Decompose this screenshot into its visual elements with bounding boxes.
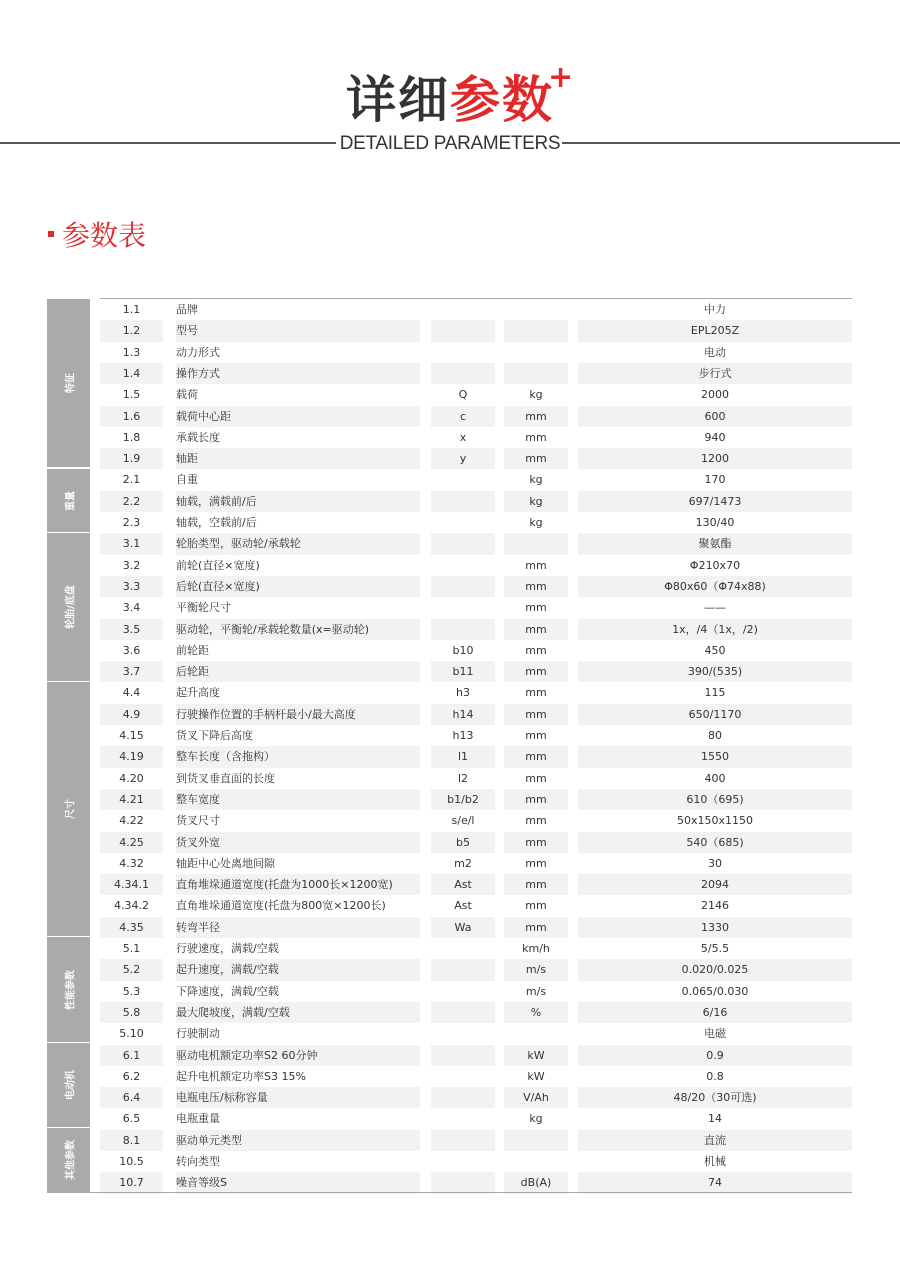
param-name: 货叉尺寸 bbox=[176, 814, 220, 828]
param-unit bbox=[504, 1151, 568, 1172]
param-unit: m/s bbox=[504, 959, 568, 980]
table-row bbox=[100, 746, 852, 767]
param-name: 下降速度，满载/空载 bbox=[176, 984, 279, 998]
page-subtitle: DETAILED PARAMETERS bbox=[339, 133, 561, 154]
category-label: 特征 bbox=[65, 373, 76, 393]
param-name: 行驶速度，满载/空载 bbox=[176, 942, 279, 955]
table-row bbox=[100, 725, 852, 746]
table-row bbox=[100, 1172, 852, 1193]
param-name: 驱动单元类型 bbox=[176, 1130, 420, 1151]
table-row bbox=[100, 682, 852, 703]
param-unit: mm bbox=[525, 430, 547, 444]
param-number: 3.6 bbox=[122, 643, 141, 657]
category-motor bbox=[47, 1043, 90, 1127]
param-symbol bbox=[431, 469, 495, 490]
category-label: 轮胎/底盘 bbox=[65, 585, 76, 629]
param-unit: mm bbox=[525, 558, 547, 572]
table-row bbox=[100, 384, 852, 405]
param-value: 0.8 bbox=[706, 1069, 724, 1083]
param-unit: mm bbox=[504, 917, 568, 938]
table-row bbox=[100, 938, 852, 959]
param-name: 电瓶电压/标称容量 bbox=[176, 1087, 420, 1108]
param-value: 聚氨酯 bbox=[578, 533, 852, 554]
param-symbol bbox=[431, 1045, 495, 1066]
table-row bbox=[100, 576, 852, 597]
param-value: 1200 bbox=[578, 448, 852, 469]
category-label: 尺寸 bbox=[65, 799, 76, 819]
param-name: 前轮(直径×宽度) bbox=[176, 558, 260, 572]
param-unit: mm bbox=[504, 661, 568, 682]
table-row bbox=[100, 320, 852, 341]
param-symbol bbox=[431, 1066, 495, 1087]
param-name: 最大爬坡度，满载/空载 bbox=[176, 1002, 420, 1023]
param-number: 4.34.2 bbox=[114, 899, 149, 913]
table-row bbox=[100, 533, 852, 554]
param-symbol: Ast bbox=[454, 899, 472, 913]
category-weight bbox=[47, 469, 90, 532]
param-name: 轮胎类型，驱动轮/承载轮 bbox=[176, 533, 420, 554]
param-symbol bbox=[431, 938, 495, 959]
param-number: 3.1 bbox=[100, 533, 163, 554]
param-value: 2000 bbox=[701, 388, 729, 402]
param-symbol: b5 bbox=[431, 832, 495, 853]
param-symbol: h13 bbox=[452, 729, 474, 742]
param-symbol bbox=[431, 299, 495, 320]
category-features bbox=[47, 299, 90, 467]
table-row bbox=[100, 704, 852, 725]
param-number: 2.2 bbox=[100, 491, 163, 512]
param-value: 50x150x1150 bbox=[676, 814, 753, 828]
param-value: 电动 bbox=[704, 345, 726, 359]
param-unit bbox=[504, 342, 568, 363]
param-number: 5.8 bbox=[100, 1002, 163, 1023]
param-name: 起升电机额定功率S3 15% bbox=[176, 1069, 306, 1083]
param-value: 650/1170 bbox=[578, 704, 852, 725]
table-row bbox=[100, 1002, 852, 1023]
param-number: 5.10 bbox=[119, 1027, 144, 1041]
param-symbol: b11 bbox=[431, 661, 495, 682]
param-value: 1x，/4（1x，/2) bbox=[578, 619, 852, 640]
table-row bbox=[100, 981, 852, 1002]
param-unit: mm bbox=[525, 601, 547, 615]
param-symbol: x bbox=[459, 430, 467, 444]
param-name: 载荷 bbox=[176, 388, 198, 402]
section-title: 参数表 bbox=[62, 219, 147, 252]
param-unit: mm bbox=[504, 874, 568, 895]
param-symbol: h3 bbox=[456, 686, 470, 700]
table-row bbox=[100, 406, 852, 427]
param-symbol bbox=[431, 1108, 495, 1129]
param-value: 115 bbox=[704, 686, 726, 700]
param-value: 0.065/0.030 bbox=[681, 984, 749, 998]
param-unit: mm bbox=[504, 619, 568, 640]
table-row bbox=[100, 832, 852, 853]
param-unit: kg bbox=[529, 1112, 543, 1126]
param-name: 型号 bbox=[176, 320, 420, 341]
param-number: 1.4 bbox=[100, 363, 163, 384]
param-value: 电磁 bbox=[704, 1027, 726, 1041]
param-number: 4.35 bbox=[100, 917, 163, 938]
param-name: 到货叉垂直面的长度 bbox=[176, 771, 275, 785]
param-unit: mm bbox=[525, 899, 547, 913]
param-name: 平衡轮尺寸 bbox=[176, 601, 231, 615]
param-name: 载荷中心距 bbox=[176, 406, 420, 427]
param-name: 轴距 bbox=[176, 448, 420, 469]
param-symbol bbox=[431, 1087, 495, 1108]
param-value: 步行式 bbox=[578, 363, 852, 384]
param-name: 货叉下降后高度 bbox=[176, 729, 253, 742]
table-row bbox=[100, 491, 852, 512]
param-value: 14 bbox=[708, 1112, 722, 1126]
param-number: 5.1 bbox=[122, 942, 141, 955]
page-title-dark: 详细 bbox=[346, 71, 450, 129]
param-unit bbox=[504, 1130, 568, 1151]
param-unit: mm bbox=[504, 406, 568, 427]
param-value: 80 bbox=[708, 729, 722, 742]
param-number: 8.1 bbox=[100, 1130, 163, 1151]
param-symbol bbox=[431, 619, 495, 640]
param-name: 直角堆垛通道宽度(托盘为1000长×1200宽) bbox=[176, 874, 420, 895]
param-value: 400 bbox=[704, 771, 726, 785]
page-title bbox=[0, 60, 900, 132]
param-number: 6.4 bbox=[100, 1087, 163, 1108]
param-name: 动力形式 bbox=[176, 345, 220, 359]
param-unit: mm bbox=[504, 576, 568, 597]
param-number: 3.7 bbox=[100, 661, 163, 682]
param-value: 540（685) bbox=[578, 832, 852, 853]
param-number: 5.3 bbox=[122, 984, 141, 998]
param-number: 4.4 bbox=[122, 686, 141, 700]
param-name: 噪音等级S bbox=[176, 1172, 420, 1193]
param-number: 4.22 bbox=[119, 814, 144, 828]
param-name: 品牌 bbox=[176, 303, 198, 316]
category-label: 性能参数 bbox=[65, 969, 76, 1010]
param-unit: mm bbox=[525, 771, 547, 785]
param-symbol: c bbox=[431, 406, 495, 427]
category-tyres-chassis bbox=[47, 533, 90, 681]
param-unit: dB(A) bbox=[504, 1172, 568, 1193]
param-unit: mm bbox=[525, 686, 547, 700]
table-row bbox=[100, 640, 852, 661]
param-value: 直流 bbox=[578, 1130, 852, 1151]
param-name: 货叉外宽 bbox=[176, 832, 420, 853]
param-value: 0.020/0.025 bbox=[578, 959, 852, 980]
param-unit: kg bbox=[529, 473, 543, 487]
table-row bbox=[100, 874, 852, 895]
param-name: 起升高度 bbox=[176, 686, 220, 700]
param-name: 操作方式 bbox=[176, 363, 420, 384]
param-symbol bbox=[431, 491, 495, 512]
table-row bbox=[100, 1108, 852, 1129]
param-number: 6.5 bbox=[122, 1112, 141, 1126]
param-unit: kg bbox=[504, 491, 568, 512]
param-symbol bbox=[431, 342, 495, 363]
param-value: 2094 bbox=[578, 874, 852, 895]
table-bottom-border bbox=[47, 1192, 852, 1193]
table-row bbox=[100, 597, 852, 618]
category-label: 其他参数 bbox=[65, 1140, 76, 1180]
param-unit: km/h bbox=[522, 942, 550, 955]
param-unit: mm bbox=[525, 729, 547, 742]
param-unit: m/s bbox=[525, 984, 547, 998]
param-value: 170 bbox=[704, 473, 726, 487]
param-number: 4.9 bbox=[100, 704, 163, 725]
table-row bbox=[100, 959, 852, 980]
param-symbol: Ast bbox=[431, 874, 495, 895]
param-symbol bbox=[431, 512, 495, 533]
param-name: 驱动轮，平衡轮/承载轮数量(x=驱动轮) bbox=[176, 619, 420, 640]
param-unit: mm bbox=[504, 448, 568, 469]
param-name: 轴载，满载前/后 bbox=[176, 491, 420, 512]
param-number: 1.9 bbox=[100, 448, 163, 469]
param-unit: mm bbox=[525, 643, 547, 657]
param-name: 电瓶重量 bbox=[176, 1112, 220, 1126]
param-number: 1.1 bbox=[122, 303, 141, 316]
table-row bbox=[100, 555, 852, 576]
plus-icon: + bbox=[548, 60, 574, 95]
param-number: 1.8 bbox=[122, 430, 141, 444]
param-number: 3.4 bbox=[122, 601, 141, 615]
param-name: 整车长度（含拖构） bbox=[176, 746, 420, 767]
table-row bbox=[100, 853, 852, 874]
param-symbol: l2 bbox=[457, 771, 469, 785]
param-name: 整车宽度 bbox=[176, 789, 420, 810]
param-symbol bbox=[431, 1023, 495, 1044]
param-name: 起升速度，满载/空载 bbox=[176, 959, 420, 980]
param-name: 轴距中心处离地间隙 bbox=[176, 856, 275, 870]
param-symbol bbox=[431, 1130, 495, 1151]
param-name: 承载长度 bbox=[176, 430, 220, 444]
param-symbol bbox=[431, 1151, 495, 1172]
param-value: 940 bbox=[704, 430, 726, 444]
param-name: 驱动电机额定功率S2 60分钟 bbox=[176, 1045, 420, 1066]
param-unit: kg bbox=[529, 388, 543, 402]
param-unit: mm bbox=[504, 704, 568, 725]
param-symbol: Q bbox=[458, 388, 468, 402]
param-symbol bbox=[431, 320, 495, 341]
param-symbol bbox=[431, 576, 495, 597]
param-number: 3.2 bbox=[122, 558, 141, 572]
param-value: Φ210x70 bbox=[689, 558, 741, 572]
param-symbol: b10 bbox=[452, 643, 474, 657]
param-unit: kW bbox=[527, 1069, 545, 1083]
param-number: 2.1 bbox=[122, 473, 141, 487]
param-unit: mm bbox=[525, 814, 547, 828]
param-value: 中力 bbox=[704, 303, 726, 316]
param-number: 6.2 bbox=[122, 1069, 141, 1083]
param-number: 4.21 bbox=[100, 789, 163, 810]
table-row bbox=[100, 619, 852, 640]
table-row bbox=[100, 1130, 852, 1151]
param-value: 450 bbox=[704, 643, 726, 657]
param-value: 1550 bbox=[578, 746, 852, 767]
param-value: 5/5.5 bbox=[700, 942, 730, 955]
param-symbol: h14 bbox=[431, 704, 495, 725]
table-row bbox=[100, 448, 852, 469]
param-unit: kg bbox=[529, 516, 543, 529]
param-symbol bbox=[431, 1002, 495, 1023]
table-row bbox=[100, 469, 852, 490]
category-label: 重量 bbox=[65, 490, 76, 511]
param-number: 4.19 bbox=[100, 746, 163, 767]
param-unit bbox=[504, 320, 568, 341]
param-number: 3.5 bbox=[100, 619, 163, 640]
param-number: 10.7 bbox=[100, 1172, 163, 1193]
param-name: 转弯半径 bbox=[176, 917, 420, 938]
param-value: 130/40 bbox=[695, 516, 735, 529]
table-row bbox=[100, 661, 852, 682]
table-row bbox=[100, 810, 852, 831]
table-row bbox=[100, 917, 852, 938]
table-row bbox=[100, 427, 852, 448]
page-title-red: 参数 bbox=[450, 71, 554, 129]
param-unit: mm bbox=[525, 856, 547, 870]
param-name: 后轮距 bbox=[176, 661, 420, 682]
param-value: 6/16 bbox=[578, 1002, 852, 1023]
param-unit bbox=[504, 1023, 568, 1044]
param-value: 610（695) bbox=[578, 789, 852, 810]
param-symbol: m2 bbox=[454, 856, 472, 870]
param-value: 机械 bbox=[704, 1155, 726, 1168]
param-unit bbox=[504, 533, 568, 554]
param-number: 5.2 bbox=[100, 959, 163, 980]
table-row bbox=[100, 342, 852, 363]
param-name: 自重 bbox=[176, 473, 198, 487]
param-name: 行驶操作位置的手柄杆最小/最大高度 bbox=[176, 704, 420, 725]
category-performance bbox=[47, 937, 90, 1042]
param-unit bbox=[504, 299, 568, 320]
param-value: 48/20（30可选) bbox=[578, 1087, 852, 1108]
param-number: 2.3 bbox=[122, 516, 141, 529]
param-number: 4.32 bbox=[119, 856, 144, 870]
param-number: 4.25 bbox=[100, 832, 163, 853]
param-name: 直角堆垛通道宽度(托盘为800宽×1200长) bbox=[176, 899, 386, 913]
param-value: Φ80x60（Φ74x88) bbox=[578, 576, 852, 597]
param-number: 3.3 bbox=[100, 576, 163, 597]
param-value: 74 bbox=[578, 1172, 852, 1193]
param-number: 1.5 bbox=[122, 388, 141, 402]
category-other bbox=[47, 1128, 90, 1192]
param-symbol: l1 bbox=[431, 746, 495, 767]
table-row bbox=[100, 299, 852, 320]
table-row bbox=[100, 789, 852, 810]
param-value: 30 bbox=[708, 856, 722, 870]
param-name: 行驶制动 bbox=[176, 1027, 220, 1041]
param-unit: mm bbox=[504, 789, 568, 810]
param-symbol: b1/b2 bbox=[431, 789, 495, 810]
param-symbol bbox=[431, 1172, 495, 1193]
param-name: 转向类型 bbox=[176, 1155, 220, 1168]
param-value: EPL205Z bbox=[578, 320, 852, 341]
param-number: 4.15 bbox=[119, 729, 144, 742]
table-row bbox=[100, 512, 852, 533]
param-value: 2146 bbox=[701, 899, 729, 913]
table-row bbox=[100, 1023, 852, 1044]
table-row bbox=[100, 1066, 852, 1087]
param-unit: V/Ah bbox=[504, 1087, 568, 1108]
param-symbol: Wa bbox=[431, 917, 495, 938]
section-bullet-icon bbox=[48, 231, 54, 237]
table-row bbox=[100, 363, 852, 384]
table-row bbox=[100, 895, 852, 916]
table-row bbox=[100, 1045, 852, 1066]
param-unit bbox=[504, 363, 568, 384]
param-unit: mm bbox=[504, 746, 568, 767]
param-value: 1330 bbox=[578, 917, 852, 938]
param-symbol bbox=[431, 555, 495, 576]
table-row bbox=[100, 768, 852, 789]
param-number: 10.5 bbox=[119, 1155, 144, 1168]
table-row bbox=[100, 1151, 852, 1172]
param-name: 轴载，空载前/后 bbox=[176, 516, 257, 529]
param-value: 600 bbox=[578, 406, 852, 427]
param-number: 6.1 bbox=[100, 1045, 163, 1066]
category-dimensions bbox=[47, 682, 90, 936]
param-symbol bbox=[431, 533, 495, 554]
param-number: 4.34.1 bbox=[100, 874, 163, 895]
param-symbol bbox=[431, 959, 495, 980]
param-symbol: y bbox=[431, 448, 495, 469]
param-number: 4.20 bbox=[119, 771, 144, 785]
param-number: 1.6 bbox=[100, 406, 163, 427]
param-unit: mm bbox=[504, 832, 568, 853]
param-value: 697/1473 bbox=[578, 491, 852, 512]
param-value: —— bbox=[704, 601, 726, 615]
param-number: 1.3 bbox=[122, 345, 141, 359]
param-symbol bbox=[431, 363, 495, 384]
param-symbol: s/e/l bbox=[451, 814, 475, 828]
param-value: 0.9 bbox=[578, 1045, 852, 1066]
param-unit: kW bbox=[504, 1045, 568, 1066]
param-symbol bbox=[431, 597, 495, 618]
param-number: 1.2 bbox=[100, 320, 163, 341]
param-symbol bbox=[431, 981, 495, 1002]
param-unit: % bbox=[504, 1002, 568, 1023]
table-row bbox=[100, 1087, 852, 1108]
category-label: 电动机 bbox=[65, 1070, 76, 1100]
param-name: 前轮距 bbox=[176, 643, 209, 657]
param-name: 后轮(直径×宽度) bbox=[176, 576, 420, 597]
param-value: 390/(535) bbox=[578, 661, 852, 682]
